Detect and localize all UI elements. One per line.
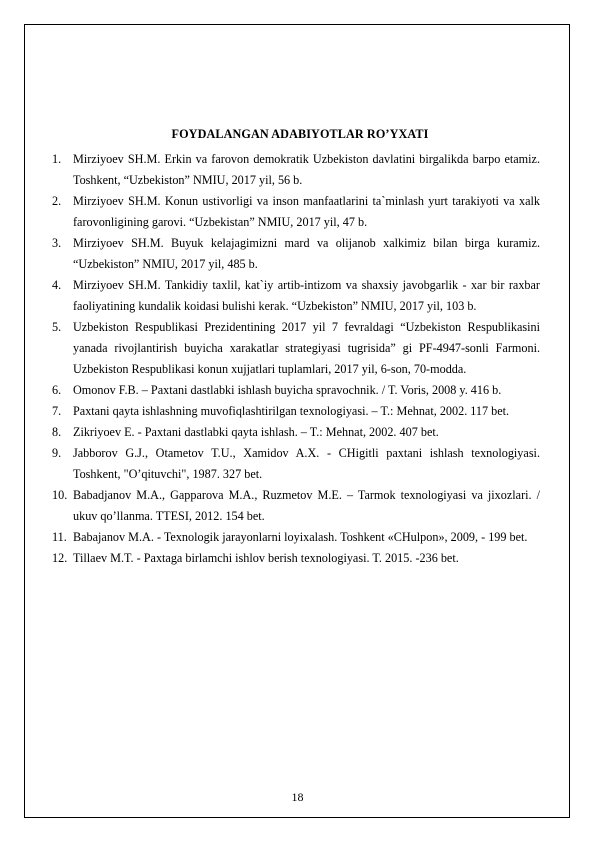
reference-item-7	[52, 401, 540, 422]
reference-number: 5.	[52, 320, 62, 334]
reference-list	[52, 149, 540, 569]
reference-text: Jabborov G.J., Otametov T.U., Xamidov A.X. - CHigitli paxtani ishlash texnologiyasi. Toshkent, "O’qituvchi", 1987. 327 bet.	[73, 446, 540, 481]
reference-item-8	[52, 422, 540, 443]
reference-item-10	[52, 485, 540, 527]
reference-number: 2.	[52, 194, 62, 208]
reference-text: Mirziyoev SH.M. Buyuk kelajagimizni mard va olijanob xalkimiz bilan birga kuramiz. “Uzbekiston” NMIU, 2017 yil, 485 b.	[73, 236, 540, 271]
reference-number: 8.	[52, 425, 62, 439]
reference-number: 1.	[52, 152, 62, 166]
reference-number: 12.	[52, 551, 68, 565]
reference-item-6	[52, 380, 540, 401]
reference-number: 6.	[52, 383, 62, 397]
reference-number: 7.	[52, 404, 62, 418]
reference-text: Tillaev M.T. - Paxtaga birlamchi ishlov berish texnologiyasi. T. 2015. -236 bet.	[73, 551, 459, 565]
reference-number: 3.	[52, 236, 62, 250]
reference-item-12	[52, 548, 540, 569]
reference-text: Uzbekiston Respublikasi Prezidentining 2017 yil 7 fevraldagi “Uzbekiston Respublikasini yanada rivojlantirish buyicha xarakatlar strategiyasi tugrisida” gi PF-4947-sonli Farmoni. Uzbekiston Respublikasi konun xujjatlari tuplamlari, 2017 yil, 6-son, 70-modda.	[73, 320, 540, 376]
reference-text: Mirziyoev SH.M. Tankidiy taxlil, kat`iy artib-intizom va shaxsiy javobgarlik - xar bir raxbar faoliyatining kundalik koidasi bulishi kerak. “Uzbekiston” NMIU, 2017 yil, 103 b.	[73, 278, 540, 313]
reference-item-4	[52, 275, 540, 317]
reference-item-1	[52, 149, 540, 191]
reference-number: 4.	[52, 278, 62, 292]
reference-text: Mirziyoev SH.M. Konun ustivorligi va inson manfaatlarini ta`minlash yurt tarakiyoti va xalk farovonligining garovi. “Uzbekistan” NMIU, 2017 yil, 47 b.	[73, 194, 540, 229]
reference-text: Paxtani qayta ishlashning muvofiqlashtirilgan texnologiyasi. – T.: Mehnat, 2002. 117 bet.	[73, 404, 510, 418]
reference-item-5	[52, 317, 540, 380]
reference-item-2	[52, 191, 540, 233]
reference-text: Babajanov M.A. - Texnologik jarayonlarni loyixalash. Toshkent «CHulpon», 2009, - 199 bet.	[73, 530, 528, 544]
reference-text: Babadjanov M.A., Gapparova M.A., Ruzmetov M.E. – Tarmok texnologiyasi va jixozlari. / ukuv qo’llanma. TTESI, 2012. 154 bet.	[73, 488, 540, 523]
reference-number: 9.	[52, 446, 62, 460]
reference-text: Omonov F.B. – Paxtani dastlabki ishlash buyicha spravochnik. / T. Voris, 2008 y. 416 b.	[73, 383, 502, 397]
reference-item-9	[52, 443, 540, 485]
reference-number: 11.	[52, 530, 67, 544]
reference-number: 10.	[52, 488, 68, 502]
reference-item-3	[52, 233, 540, 275]
reference-item-11	[52, 527, 540, 548]
page-number: 18	[291, 790, 304, 804]
reference-text: Zikriyoev E. - Paxtani dastlabki qayta ishlash. – T.: Mehnat, 2002. 407 bet.	[73, 425, 439, 439]
reference-text: Mirziyoev SH.M. Erkin va farovon demokratik Uzbekiston davlatini birgalikda barpo etamiz. Toshkent, “Uzbekiston” NMIU, 2017 yil, 56 b.	[73, 152, 540, 187]
references-heading: FOYDALANGAN ADABIYOTLAR RO’YXATI	[171, 127, 429, 141]
